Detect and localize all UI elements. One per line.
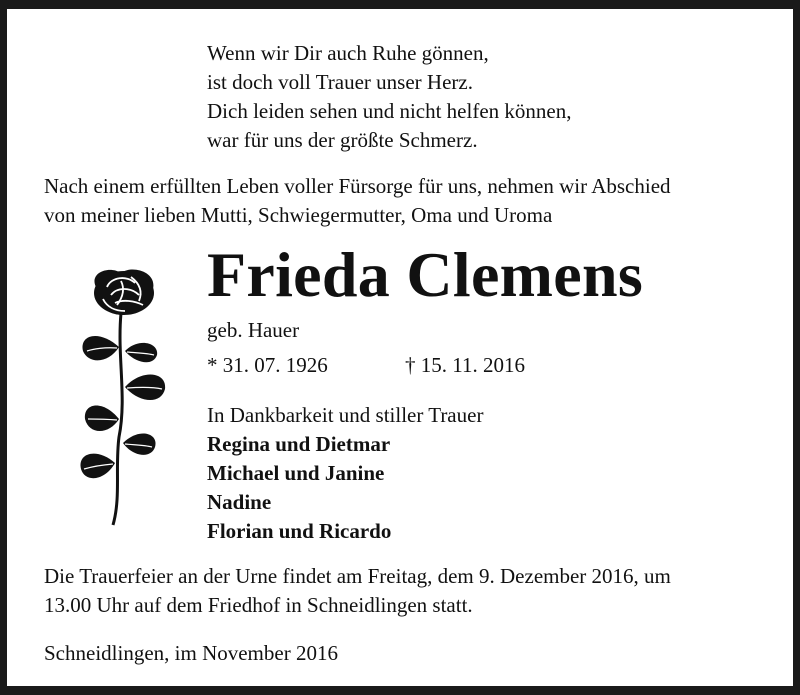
birth-name: geb. Hauer xyxy=(207,318,300,342)
mourners-block xyxy=(207,401,483,546)
poem-line: ist doch voll Trauer unser Herz. xyxy=(207,70,473,94)
mourner-name: Nadine xyxy=(207,490,272,514)
ceremony-info xyxy=(44,562,671,620)
poem-line: Dich leiden sehen und nicht helfen können, xyxy=(207,99,572,123)
poem-line: Wenn wir Dir auch Ruhe gönnen, xyxy=(207,41,489,65)
ceremony-line: 13.00 Uhr auf dem Friedhof in Schneidlingen statt. xyxy=(44,593,473,617)
ceremony-line: Die Trauerfeier an der Urne findet am Freitag, dem 9. Dezember 2016, um xyxy=(44,564,671,588)
mourners-intro: In Dankbarkeit und stiller Trauer xyxy=(207,403,484,427)
birth-date: * 31. 07. 1926 xyxy=(207,353,328,377)
mourner-name: Regina und Dietmar xyxy=(207,432,391,456)
deceased-name: Frieda Clemens xyxy=(207,239,644,310)
place-date: Schneidlingen, im November 2016 xyxy=(44,641,338,665)
mourner-name: Florian und Ricardo xyxy=(207,519,392,543)
mourner-name: Michael und Janine xyxy=(207,461,385,485)
poem-line: war für uns der größte Schmerz. xyxy=(207,128,478,152)
death-date: † 15. 11. 2016 xyxy=(405,353,525,377)
intro-line: Nach einem erfüllten Leben voller Fürsorge für uns, nehmen wir Abschied xyxy=(44,174,671,198)
poem xyxy=(207,39,571,155)
intro-line: von meiner lieben Mutti, Schwiegermutter, Oma und Uroma xyxy=(44,203,553,227)
rose-icon xyxy=(69,267,179,529)
intro-text xyxy=(44,172,671,230)
